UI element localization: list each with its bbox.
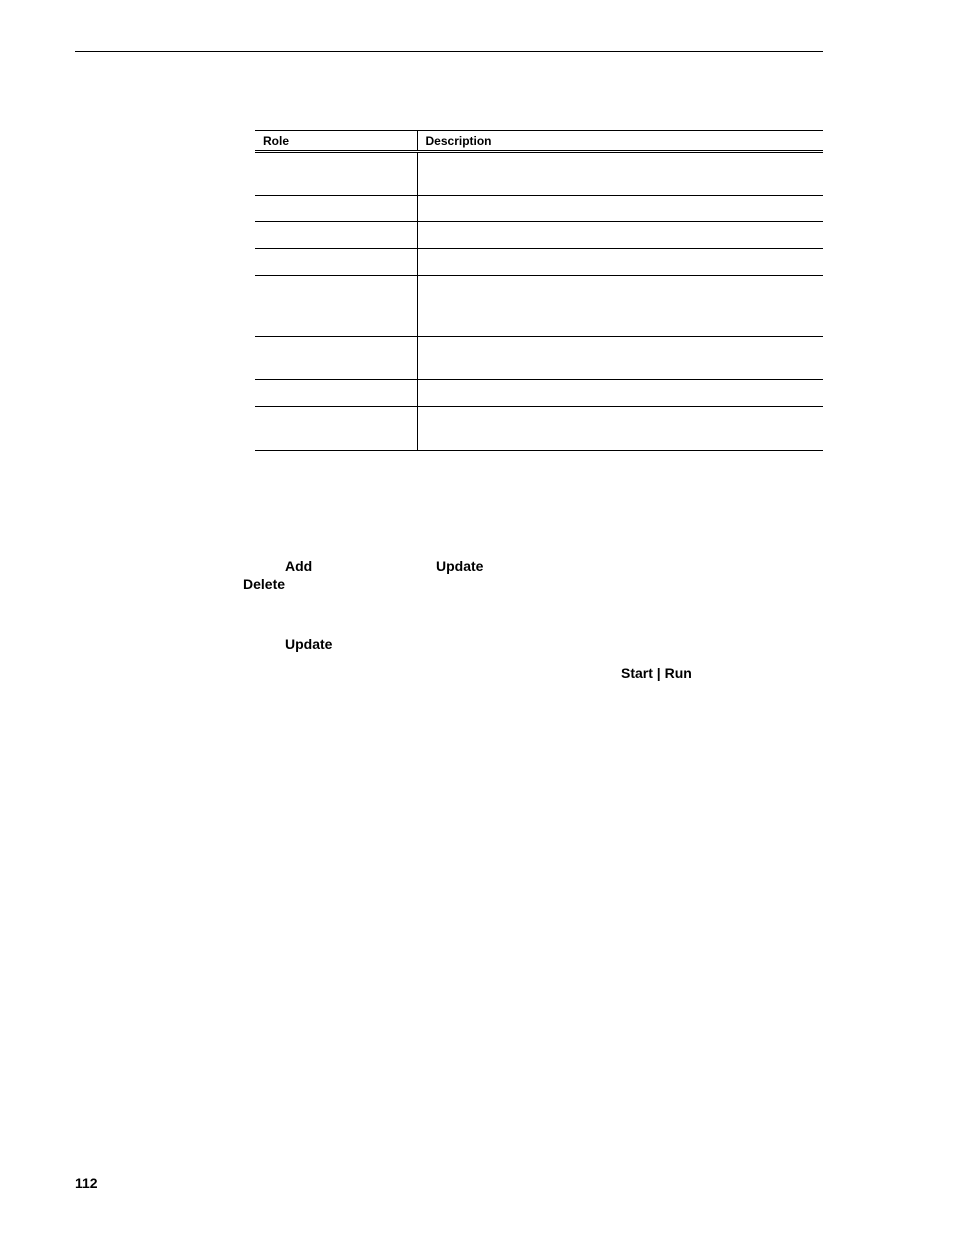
description-cell	[417, 276, 823, 337]
role-cell	[255, 337, 417, 380]
table-row	[255, 222, 823, 249]
table-row	[255, 337, 823, 380]
table-row	[255, 380, 823, 407]
role-cell	[255, 222, 417, 249]
update-term: Update	[436, 558, 484, 574]
table-row	[255, 407, 823, 451]
role-cell	[255, 196, 417, 222]
role-cell	[255, 407, 417, 451]
role-cell	[255, 380, 417, 407]
page-number: 112	[75, 1175, 98, 1191]
role-cell	[255, 249, 417, 276]
role-cell	[255, 152, 417, 196]
description-cell	[417, 196, 823, 222]
update-term-second: Update	[285, 636, 333, 652]
description-cell	[417, 222, 823, 249]
start-run-term: Start | Run	[621, 665, 692, 681]
table-row	[255, 276, 823, 337]
description-cell	[417, 249, 823, 276]
delete-term: Delete	[243, 576, 286, 592]
description-cell	[417, 380, 823, 407]
description-cell	[417, 337, 823, 380]
table-row	[255, 196, 823, 222]
column-header-description: Description	[417, 131, 823, 152]
roles-table	[255, 130, 823, 451]
description-cell	[417, 407, 823, 451]
description-cell	[417, 152, 823, 196]
column-header-role: Role	[255, 131, 417, 152]
table-row	[255, 152, 823, 196]
header-rule	[75, 51, 823, 52]
table-header-row	[255, 131, 823, 152]
add-term: Add	[285, 558, 313, 574]
table-row	[255, 249, 823, 276]
role-cell	[255, 276, 417, 337]
